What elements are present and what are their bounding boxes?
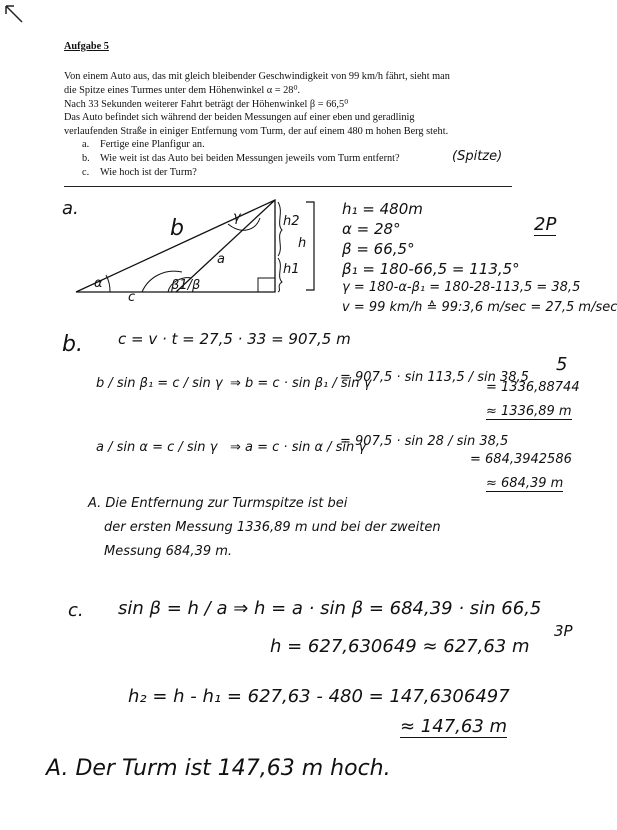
b-eq1-result: = 1336,88744 <box>486 380 580 395</box>
figure-label-b: b <box>170 216 184 241</box>
points-a: 2P <box>534 214 557 235</box>
figure-label-h: h <box>298 236 307 251</box>
subtask-c-letter: c. <box>82 167 90 178</box>
figure-label-h1: h1 <box>283 262 300 277</box>
given-alpha: α = 28° <box>342 220 401 238</box>
b-eq2-approx: ≈ 684,39 m <box>486 476 564 491</box>
subtask-b-letter: b. <box>82 153 90 164</box>
b-eq2-mid: ⇒ a = c · sin α / sin γ <box>230 440 367 455</box>
figure-label-a: a <box>217 252 225 267</box>
points-c: 3P <box>554 622 573 640</box>
given-h1: h₁ = 480m <box>342 200 423 218</box>
b-answer-line-1: A. Die Entfernung zur Turmspitze ist bei <box>88 496 348 511</box>
c-eq2: h = 627,630649 ≈ 627,63 m <box>270 636 530 657</box>
task-line-4: Das Auto befindet sich während der beiden Messungen auf einer eben und geradlinig <box>64 112 415 123</box>
subtask-a-text: Fertige eine Planfigur an. <box>100 139 205 150</box>
task-line-1: Von einem Auto aus, das mit gleich bleibender Geschwindigkeit von 99 km/h fährt, sieht man <box>64 71 450 82</box>
figure-label-beta1-beta: β1/β <box>171 278 201 293</box>
label-a: a. <box>62 198 79 219</box>
b-eq2-result: = 684,3942586 <box>470 452 572 467</box>
b-answer-line-2: der ersten Messung 1336,89 m und bei der zweiten <box>104 520 441 535</box>
handwritten-note-spitze: (Spitze) <box>452 149 503 164</box>
b-eq2-rhs: = 907,5 · sin 28 / sin 38,5 <box>340 434 509 449</box>
task-line-3: Nach 33 Sekunden weiterer Fahrt beträgt der Höhenwinkel β = 66,5⁰ <box>64 99 349 110</box>
label-b: b. <box>62 332 83 357</box>
c-eq1: sin β = h / a ⇒ h = a · sin β = 684,39 · sin 66,5 <box>118 598 542 619</box>
given-gamma: γ = 180-α-β₁ = 180-28-113,5 = 38,5 <box>342 280 581 295</box>
label-c: c. <box>68 600 84 621</box>
b-eq1-rhs: = 907,5 · sin 113,5 / sin 38,5 <box>340 370 529 385</box>
b-eq2-lhs: a / sin α = c / sin γ <box>96 440 218 455</box>
b-distance-c: c = v · t = 27,5 · 33 = 907,5 m <box>118 330 351 348</box>
given-beta: β = 66,5° <box>342 240 415 258</box>
c-answer: A. Der Turm ist 147,63 m hoch. <box>46 756 391 781</box>
b-eq1-approx: ≈ 1336,89 m <box>486 404 572 419</box>
task-line-2: die Spitze eines Turmes unter dem Höhenwinkel α = 28⁰. <box>64 85 301 96</box>
c-eq4: ≈ 147,63 m <box>400 716 508 737</box>
given-beta1: β₁ = 180-66,5 = 113,5° <box>342 260 520 278</box>
subtask-b-text: Wie weit ist das Auto bei beiden Messungen jeweils vom Turm entfernt? <box>100 153 400 164</box>
c-eq3: h₂ = h - h₁ = 627,63 - 480 = 147,6306497 <box>128 686 510 707</box>
b-eq1-lhs: b / sin β₁ = c / sin γ <box>96 376 223 391</box>
subtask-a-letter: a. <box>82 139 90 150</box>
figure-label-alpha: α <box>94 276 103 291</box>
subtask-c-text: Wie hoch ist der Turm? <box>100 167 197 178</box>
points-b: 5 <box>556 354 568 375</box>
given-velocity: v = 99 km/h ≙ 99:3,6 m/sec = 27,5 m/sec <box>342 300 617 315</box>
corner-mark <box>4 4 24 24</box>
b-eq1-mid: ⇒ b = c · sin β₁ / sin γ <box>230 376 372 391</box>
task-line-5: verlaufenden Straße in einiger Entfernung vom Turm, der auf einem 480 m hohen Berg steht. <box>64 126 449 137</box>
figure-label-h2: h2 <box>283 214 300 229</box>
task-title: Aufgabe 5 <box>64 41 109 52</box>
figure-label-gamma: γ <box>233 210 241 225</box>
figure-label-c: c <box>128 290 136 305</box>
divider-line <box>64 186 512 187</box>
b-answer-line-3: Messung 684,39 m. <box>104 544 233 559</box>
